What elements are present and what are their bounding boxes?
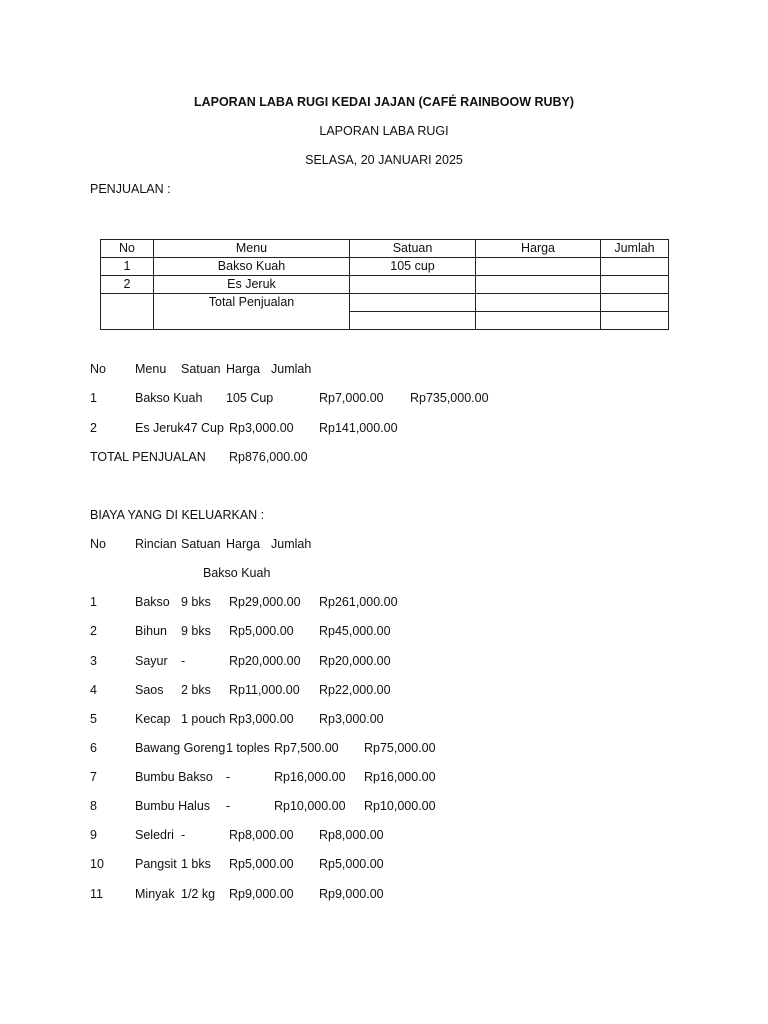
- costs-subheading: Bakso Kuah: [203, 566, 271, 580]
- item-satuan: -: [181, 654, 186, 668]
- total-label: TOTAL PENJUALAN: [90, 450, 206, 464]
- item-no: 7: [90, 770, 97, 784]
- document-subtitle: LAPORAN LABA RUGI: [319, 124, 449, 138]
- cell-total-label: Total Penjualan: [154, 294, 350, 330]
- item-rincian: Bumbu Halus: [135, 799, 211, 813]
- item-rincian: Pangsit: [135, 857, 177, 871]
- item-harga: Rp9,000.00: [229, 887, 294, 901]
- item-no: 1: [90, 595, 97, 609]
- col-header-jumlah: Jumlah: [601, 240, 669, 258]
- cell-no: 1: [101, 258, 154, 276]
- header-satuan: Satuan: [181, 362, 221, 376]
- item-jumlah: Rp5,000.00: [319, 857, 384, 871]
- item-no: 9: [90, 828, 97, 842]
- header-menu: Menu: [135, 362, 167, 376]
- item-harga: Rp10,000.00: [274, 799, 346, 813]
- item-satuan: 9 bks: [181, 595, 211, 609]
- cell-menu: Bakso Kuah: [154, 258, 350, 276]
- item-no: 10: [90, 857, 104, 871]
- cell-harga: [476, 276, 601, 294]
- item-rincian: Kecap: [135, 712, 171, 726]
- item-satuan: 9 bks: [181, 624, 211, 638]
- item-jumlah: Rp8,000.00: [319, 828, 384, 842]
- item-harga: Rp3,000.00: [229, 712, 294, 726]
- sales-table: [100, 239, 669, 330]
- line-no: 1: [90, 391, 97, 405]
- cell-menu: Es Jeruk: [154, 276, 350, 294]
- item-no: 4: [90, 683, 97, 697]
- item-jumlah: Rp75,000.00: [364, 741, 436, 755]
- sales-heading: PENJUALAN :: [90, 182, 171, 196]
- item-harga: Rp11,000.00: [229, 683, 300, 697]
- table-row: [101, 258, 669, 276]
- col-header-harga: Harga: [476, 240, 601, 258]
- cell-no: 2: [101, 276, 154, 294]
- line-harga: Rp7,000.00: [319, 391, 384, 405]
- item-no: 8: [90, 799, 97, 813]
- header-harga: Harga: [226, 537, 261, 551]
- item-rincian: Bakso: [135, 595, 170, 609]
- item-jumlah: Rp3,000.00: [319, 712, 384, 726]
- item-harga: Rp8,000.00: [229, 828, 294, 842]
- line-satuan: 105 Cup: [226, 391, 274, 405]
- col-header-menu: Menu: [154, 240, 350, 258]
- item-harga: Rp16,000.00: [274, 770, 346, 784]
- item-no: 6: [90, 741, 97, 755]
- item-jumlah: Rp20,000.00: [319, 654, 391, 668]
- item-rincian: Bawang Goreng: [135, 741, 226, 755]
- item-no: 2: [90, 624, 97, 638]
- item-jumlah: Rp22,000.00: [319, 683, 391, 697]
- header-jumlah: Jumlah: [271, 362, 312, 376]
- document-title: LAPORAN LABA RUGI KEDAI JAJAN (CAFÉ RAINBOOW RUBY): [193, 95, 575, 109]
- item-rincian: Seledri: [135, 828, 174, 842]
- line-menu-satuan: Es Jeruk47 Cup: [135, 421, 224, 435]
- item-harga: Rp5,000.00: [229, 857, 294, 871]
- item-harga: Rp29,000.00: [229, 595, 301, 609]
- col-header-no: No: [101, 240, 154, 258]
- cell-satuan: [350, 312, 476, 330]
- line-jumlah: Rp141,000.00: [319, 421, 398, 435]
- item-rincian: Saos: [135, 683, 164, 697]
- item-jumlah: Rp261,000.00: [319, 595, 398, 609]
- item-rincian: Minyak: [135, 887, 175, 901]
- cell-jumlah: [601, 312, 669, 330]
- item-satuan: 2 bks: [181, 683, 211, 697]
- item-rincian: Bihun: [135, 624, 167, 638]
- line-jumlah: Rp735,000.00: [410, 391, 489, 405]
- col-header-satuan: Satuan: [350, 240, 476, 258]
- header-no: No: [90, 537, 106, 551]
- cell-harga: [476, 312, 601, 330]
- line-menu: Bakso Kuah: [135, 391, 203, 405]
- item-rincian: Bumbu Bakso: [135, 770, 213, 784]
- total-value: Rp876,000.00: [229, 450, 308, 464]
- item-jumlah: Rp45,000.00: [319, 624, 391, 638]
- item-jumlah: Rp16,000.00: [364, 770, 436, 784]
- cell-satuan: [350, 294, 476, 312]
- header-jumlah: Jumlah: [271, 537, 312, 551]
- cell-satuan: 105 cup: [350, 258, 476, 276]
- cell-jumlah: [601, 276, 669, 294]
- document-date: SELASA, 20 JANUARI 2025: [305, 153, 463, 167]
- line-no: 2: [90, 421, 97, 435]
- item-rincian: Sayur: [135, 654, 168, 668]
- cell-jumlah: [601, 258, 669, 276]
- item-jumlah: Rp10,000.00: [364, 799, 436, 813]
- cell-harga: [476, 258, 601, 276]
- item-no: 11: [90, 887, 103, 901]
- item-satuan: 1 pouch: [181, 712, 226, 726]
- cell-jumlah: [601, 294, 669, 312]
- header-harga: Harga: [226, 362, 261, 376]
- header-rincian: Rincian: [135, 537, 177, 551]
- item-harga: Rp20,000.00: [229, 654, 301, 668]
- line-harga: Rp3,000.00: [229, 421, 294, 435]
- item-no: 5: [90, 712, 97, 726]
- item-satuan: -: [181, 828, 186, 842]
- item-harga: Rp5,000.00: [229, 624, 294, 638]
- item-satuan: 1/2 kg: [181, 887, 216, 901]
- sales-table-header-row: [101, 240, 669, 258]
- table-row-total: [101, 294, 669, 312]
- cell-no: [101, 294, 154, 330]
- item-no: 3: [90, 654, 97, 668]
- header-no: No: [90, 362, 106, 376]
- item-satuan: 1 toples: [226, 741, 270, 755]
- item-harga: Rp7,500.00: [274, 741, 339, 755]
- table-row: [101, 276, 669, 294]
- header-satuan: Satuan: [181, 537, 221, 551]
- item-satuan: 1 bks: [181, 857, 211, 871]
- costs-heading: BIAYA YANG DI KELUARKAN :: [90, 508, 265, 522]
- item-satuan: -: [226, 799, 231, 813]
- item-satuan: -: [226, 770, 231, 784]
- cell-harga: [476, 294, 601, 312]
- item-jumlah: Rp9,000.00: [319, 887, 384, 901]
- cell-satuan: [350, 276, 476, 294]
